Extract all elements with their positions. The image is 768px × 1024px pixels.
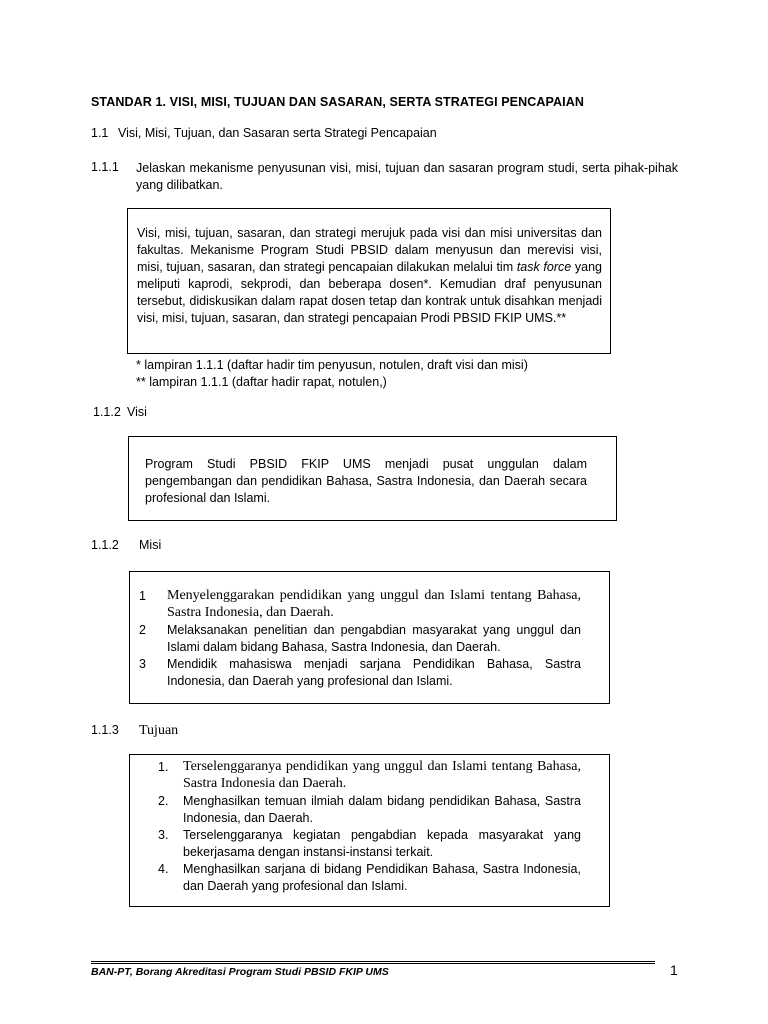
tujuan-label: Tujuan xyxy=(139,723,179,738)
footer-text: BAN-PT, Borang Akreditasi Program Studi PBSID FKIP UMS xyxy=(91,966,389,978)
question-text: Jelaskan mekanisme penyusunan visi, misi, tujuan dan sasaran program studi, serta pihak-pihak yang dilibatkan. xyxy=(136,161,678,192)
list-item: 2 Melaksanakan penelitian dan pengabdian masyarakat yang unggul dan Islami dalam bidang Bahasa, Sastra Indonesia, dan Daerah. xyxy=(139,623,581,654)
misi-label: Misi xyxy=(139,538,162,552)
list-item: 3 Mendidik mahasiswa menjadi sarjana Pendidikan Bahasa, Sastra Indonesia, dan Daerah yang profesional dan Islami. xyxy=(139,657,581,688)
list-item: 3. Terselenggaranya kegiatan pengabdian kepada masyarakat yang bekerjasama dengan instansi-instansi terkait. xyxy=(158,828,581,859)
page-number: 1 xyxy=(670,962,678,978)
list-item: 1. Terselenggaranya pendidikan yang unggul dan Islami tentang Bahasa, Sastra Indonesia dan Daerah. xyxy=(158,759,581,791)
tujuan-number: 1.1.3 xyxy=(91,723,119,737)
answer-box xyxy=(127,208,611,354)
note-item: ** lampiran 1.1.1 (daftar hadir rapat, notulen,) xyxy=(136,375,387,389)
visi-box xyxy=(128,436,617,521)
section-label: Visi, Misi, Tujuan, dan Sasaran serta Strategi Pencapaian xyxy=(118,126,437,140)
misi-heading xyxy=(91,538,161,552)
visi-number: 1.1.2 xyxy=(93,405,121,419)
section-heading xyxy=(91,126,437,140)
visi-label: Visi xyxy=(127,405,147,419)
visi-text: Program Studi PBSID FKIP UMS menjadi pusat unggulan dalam pengembangan dan pendidikan Bahasa, Sastra Indonesia, dan Daerah secara profesional dan Islami. xyxy=(145,457,587,505)
tujuan-heading xyxy=(91,723,178,739)
list-item: 2. Menghasilkan temuan ilmiah dalam bidang pendidikan Bahasa, Sastra Indonesia, dan Daerah. xyxy=(158,794,581,825)
tujuan-list xyxy=(158,759,581,895)
answer-text: Visi, misi, tujuan, sasaran, dan strategi merujuk pada visi dan misi universitas dan fakultas. Mekanisme Program Studi PBSID dalam menyusun dan merevisi visi, misi, tujuan, sasaran, dan strategi pencapaian dilakukan melalui tim task force yang meliputi kaprodi, sekprodi, dan beberapa dosen*. Kemudian draf penyusunan tersebut, didiskusikan dalam rapat dosen tetap dan kontrak untuk disahkan menjadi visi, misi, tujuan, sasaran, dan strategi pencapaian Prodi PBSID FKIP UMS.** xyxy=(137,226,602,325)
answer-emphasis: task force xyxy=(516,260,572,274)
misi-list xyxy=(139,588,581,690)
misi-box xyxy=(129,571,610,704)
question-number: 1.1.1 xyxy=(91,160,119,174)
misi-number: 1.1.2 xyxy=(91,538,119,552)
footer-divider xyxy=(91,961,655,962)
visi-heading xyxy=(93,405,147,419)
note-item: * lampiran 1.1.1 (daftar hadir tim penyusun, notulen, draft visi dan misi) xyxy=(136,358,528,372)
list-item: 1 Menyelenggarakan pendidikan yang unggul dan Islami tentang Bahasa, Sastra Indonesia, dan Daerah. xyxy=(139,588,581,620)
page-title: STANDAR 1. VISI, MISI, TUJUAN DAN SASARAN, SERTA STRATEGI PENCAPAIAN xyxy=(91,95,584,109)
section-number: 1.1 xyxy=(91,126,109,140)
footer-divider xyxy=(91,963,655,964)
tujuan-box xyxy=(129,754,610,907)
attachment-notes xyxy=(136,357,528,391)
list-item: 4. Menghasilkan sarjana di bidang Pendidikan Bahasa, Sastra Indonesia, dan Daerah yang profesional dan Islami. xyxy=(158,862,581,893)
